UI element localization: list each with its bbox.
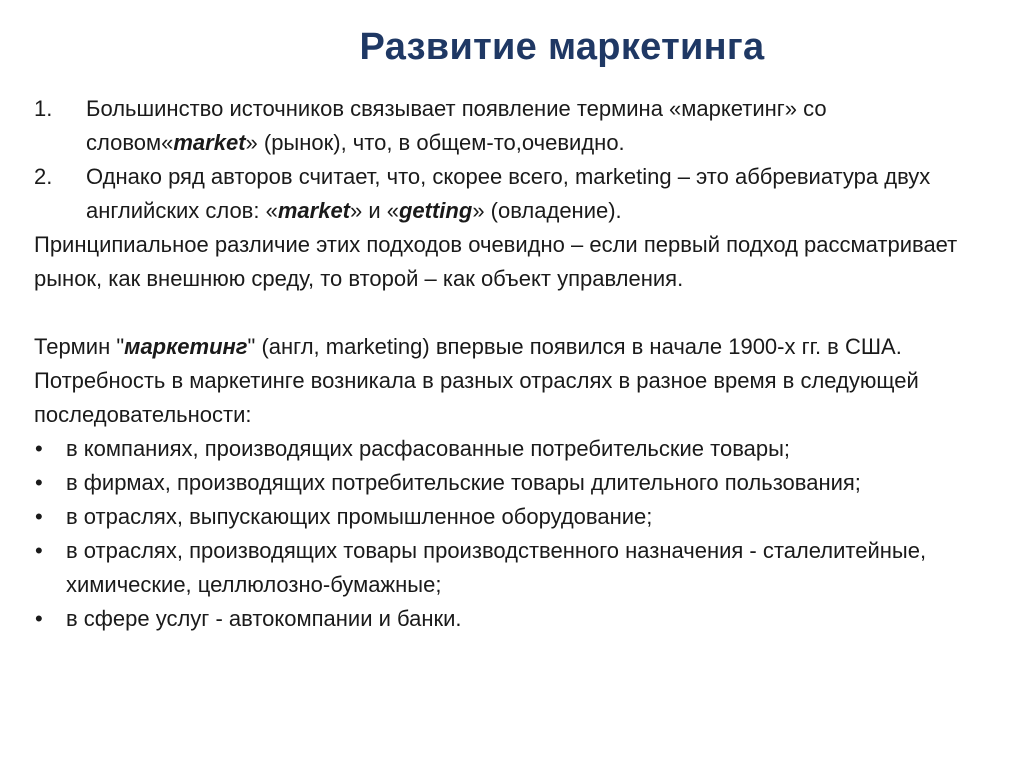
bullet-text: в сфере услуг - автокомпании и банки. — [66, 606, 462, 631]
slide-body — [34, 92, 994, 636]
term-text-part: Термин " — [34, 334, 125, 359]
bullet-text: в отраслях, выпускающих промышленное оборудование; — [66, 504, 653, 529]
principle-paragraph: Принципиальное различие этих подходов очевидно – если первый подход рассматривает рынок, как внешнюю среду, то второй – как объект управления. — [34, 232, 958, 291]
slide-title: Развитие маркетинга — [359, 26, 765, 68]
emphasis-term: market — [173, 130, 246, 155]
bullet-icon: • — [35, 436, 43, 461]
bullet-item-3 — [34, 500, 994, 534]
bullet-text: в фирмах, производящих потребительские товары длительного пользования; — [66, 470, 861, 495]
term-paragraph — [34, 330, 994, 432]
emphasis-term: getting — [398, 198, 473, 223]
bullet-text: в компаниях, производящих расфасованные потребительские товары; — [66, 436, 791, 461]
bullet-item-5 — [34, 602, 994, 636]
item-number: 1. — [34, 96, 53, 121]
bullet-item-4 — [34, 534, 994, 602]
item-text-part: » (овладение). — [472, 198, 622, 223]
term-text-part: " (англ, marketing) впервые появился в начале 1900-х гг. в США. Потребность в маркетинге возникала в разных отраслях в разное время в следующей последовательности: — [34, 334, 919, 427]
item-text-part: Однако ряд авторов считает, что, скорее всего, marketing – это аббревиатура двух английских слов: « — [86, 164, 931, 223]
bullet-item-1 — [34, 432, 994, 466]
bullet-icon: • — [35, 470, 43, 495]
bullet-icon: • — [35, 606, 43, 631]
spacer — [34, 296, 994, 330]
item-text-part: » и « — [350, 198, 399, 223]
bullet-icon: • — [35, 538, 43, 563]
emphasis-term: market — [277, 198, 350, 223]
item-text — [86, 92, 994, 160]
item-number: 2. — [34, 164, 53, 189]
bullet-icon: • — [35, 504, 43, 529]
bullet-item-2 — [34, 466, 994, 500]
emphasis-term: маркетинг — [124, 334, 248, 359]
item-text-part: » (рынок), что, в общем-то,очевидно. — [245, 130, 625, 155]
item-text — [86, 160, 994, 228]
numbered-item-2 — [34, 160, 994, 228]
item-text-part: Большинство источников связывает появление термина «маркетинг» со словом« — [86, 96, 827, 155]
bullet-text: в отраслях, производящих товары производственного назначения - сталелитейные, химические, целлюлозно-бумажные; — [66, 538, 927, 597]
numbered-item-1 — [34, 92, 994, 160]
